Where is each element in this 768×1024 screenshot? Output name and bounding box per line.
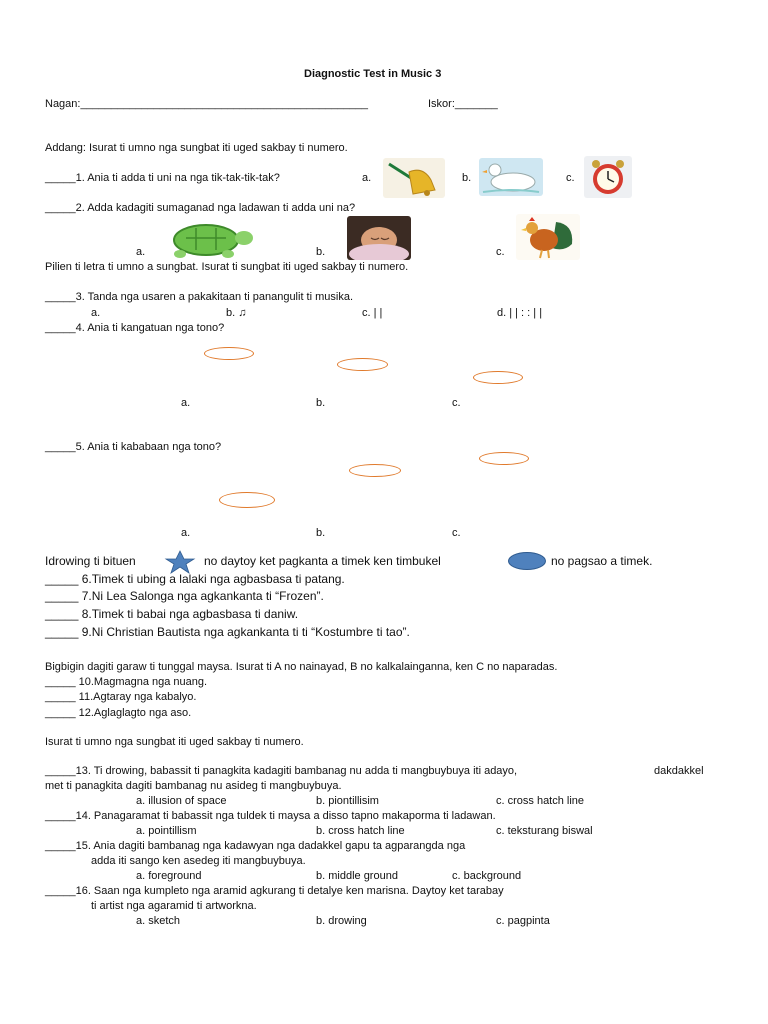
- q16-option-c: c. pagpinta: [496, 915, 550, 927]
- rooster-icon: [516, 214, 580, 260]
- q3-option-b: b. ♫: [226, 307, 247, 319]
- q14-option-a: a. pointillism: [136, 825, 197, 837]
- q15-option-b: b. middle ground: [316, 870, 398, 882]
- q1-option-c-label: c.: [566, 172, 575, 184]
- q4-option-a: a.: [181, 397, 191, 409]
- question-4: _____4. Ania ti kangatuan nga tono?: [45, 322, 225, 334]
- name-field: Nagan:_______________________________________________: [45, 98, 369, 110]
- question-2: _____2. Adda kadagiti sumaganad nga ladawan ti adda uni na?: [45, 202, 356, 214]
- duck-icon: [479, 158, 543, 196]
- q4-note-c: [473, 371, 523, 384]
- question-3: _____3. Tanda nga usaren a pakakitaan ti panangulit ti musika.: [45, 291, 354, 303]
- q5-option-c: c.: [452, 527, 461, 539]
- instruction-5: Isurat ti umno nga sungbat iti uged sakbay ti numero.: [45, 736, 304, 748]
- item-7: _____ 7.Ni Lea Salonga nga agkankanta ti “Frozen”.: [45, 589, 324, 603]
- q16-option-b: b. drowing: [316, 915, 367, 927]
- q13-option-a: a. illusion of space: [136, 795, 227, 807]
- item-8: _____ 8.Timek ti babai nga agbasbasa ti daniw.: [45, 607, 299, 621]
- q15-option-a: a. foreground: [136, 870, 202, 882]
- score-field: Iskor:_______: [428, 98, 498, 110]
- instruction-3-part3: no pagsao a timek.: [551, 554, 653, 568]
- q4-note-b: [337, 358, 388, 371]
- question-16-line2: ti artist nga agaramid ti artworkna.: [91, 900, 257, 912]
- q2-option-b-label: b.: [316, 246, 326, 258]
- instruction-1: Addang: Isurat ti umno nga sungbat iti uged sakbay ti numero.: [45, 142, 348, 154]
- q3-option-d: d. | | : : | |: [497, 307, 543, 319]
- question-13-line1: _____13. Ti drowing, babassit ti panagkita kadagiti bambanag nu adda ti mangbuybuya iti adayo,: [45, 765, 518, 777]
- question-15-line2: adda iti sango ken asedeg iti mangbuybuya.: [91, 855, 306, 867]
- q3-option-a: a.: [91, 307, 101, 319]
- sleeping-person-icon: [347, 216, 411, 260]
- q1-option-b-label: b.: [462, 172, 472, 184]
- q2-option-a-label: a.: [136, 246, 146, 258]
- q14-option-b: b. cross hatch line: [316, 825, 405, 837]
- q2-option-c-label: c.: [496, 246, 505, 258]
- question-14: _____14. Panagaramat ti babassit nga tuldek ti maysa a disso tapno makaporma ti ladawan.: [45, 810, 496, 822]
- q16-option-a: a. sketch: [136, 915, 181, 927]
- q5-option-a: a.: [181, 527, 191, 539]
- item-11: _____ 11.Agtaray nga kabalyo.: [45, 691, 197, 703]
- instruction-4: Bigbigin dagiti garaw ti tunggal maysa. Isurat ti A no nainayad, B no kalkalainganna, ken C no naparadas.: [45, 661, 558, 673]
- q4-option-b: b.: [316, 397, 326, 409]
- star-icon: [163, 550, 197, 574]
- q1-option-a-label: a.: [362, 172, 372, 184]
- bell-icon: [383, 158, 445, 198]
- q4-option-c: c.: [452, 397, 461, 409]
- q5-note-b: [349, 464, 401, 477]
- alarm-clock-icon: [584, 156, 632, 198]
- page-title: Diagnostic Test in Music 3: [304, 68, 442, 80]
- q5-note-c: [479, 452, 529, 465]
- q14-option-c: c. teksturang biswal: [496, 825, 593, 837]
- instruction-3-part2: no daytoy ket pagkanta a timek ken timbukel: [204, 554, 441, 568]
- question-5: _____5. Ania ti kababaan nga tono?: [45, 441, 222, 453]
- q13-option-c: c. cross hatch line: [496, 795, 585, 807]
- q5-note-a: [219, 492, 275, 508]
- q15-option-c: c. background: [452, 870, 522, 882]
- question-1: _____1. Ania ti adda ti uni na nga tik-tak-tik-tak?: [45, 172, 280, 184]
- q5-option-b: b.: [316, 527, 326, 539]
- q3-option-c: c. | |: [362, 307, 383, 319]
- q13-option-b: b. piontillisim: [316, 795, 379, 807]
- question-13-line2: met ti panagkita dagiti bambanag nu asideg ti mangbuybuya.: [45, 780, 342, 792]
- question-15-line1: _____15. Ania dagiti bambanag nga kadawyan nga dadakkel gapu ta agparangda nga: [45, 840, 466, 852]
- item-12: _____ 12.Aglaglagto nga aso.: [45, 707, 192, 719]
- item-10: _____ 10.Magmagna nga nuang.: [45, 676, 208, 688]
- item-9: _____ 9.Ni Christian Bautista nga agkankanta ti ti “Kostumbre ti tao”.: [45, 625, 410, 639]
- turtle-icon: [156, 216, 256, 260]
- item-6: _____ 6.Timek ti ubing a lalaki nga agbasbasa ti patang.: [45, 572, 345, 586]
- question-16-line1: _____16. Saan nga kumpleto nga aramid agkurang ti detalye ken marisna. Daytoy ket tarabay: [45, 885, 504, 897]
- circle-icon: [508, 552, 546, 570]
- instruction-2: Pilien ti letra ti umno a sungbat. Isurat ti sungbat iti uged sakbay ti numero.: [45, 261, 409, 273]
- instruction-3-part1: Idrowing ti bituen: [45, 554, 136, 568]
- question-13-line1-end: dakdakkel: [654, 765, 704, 777]
- q4-note-a: [204, 347, 254, 360]
